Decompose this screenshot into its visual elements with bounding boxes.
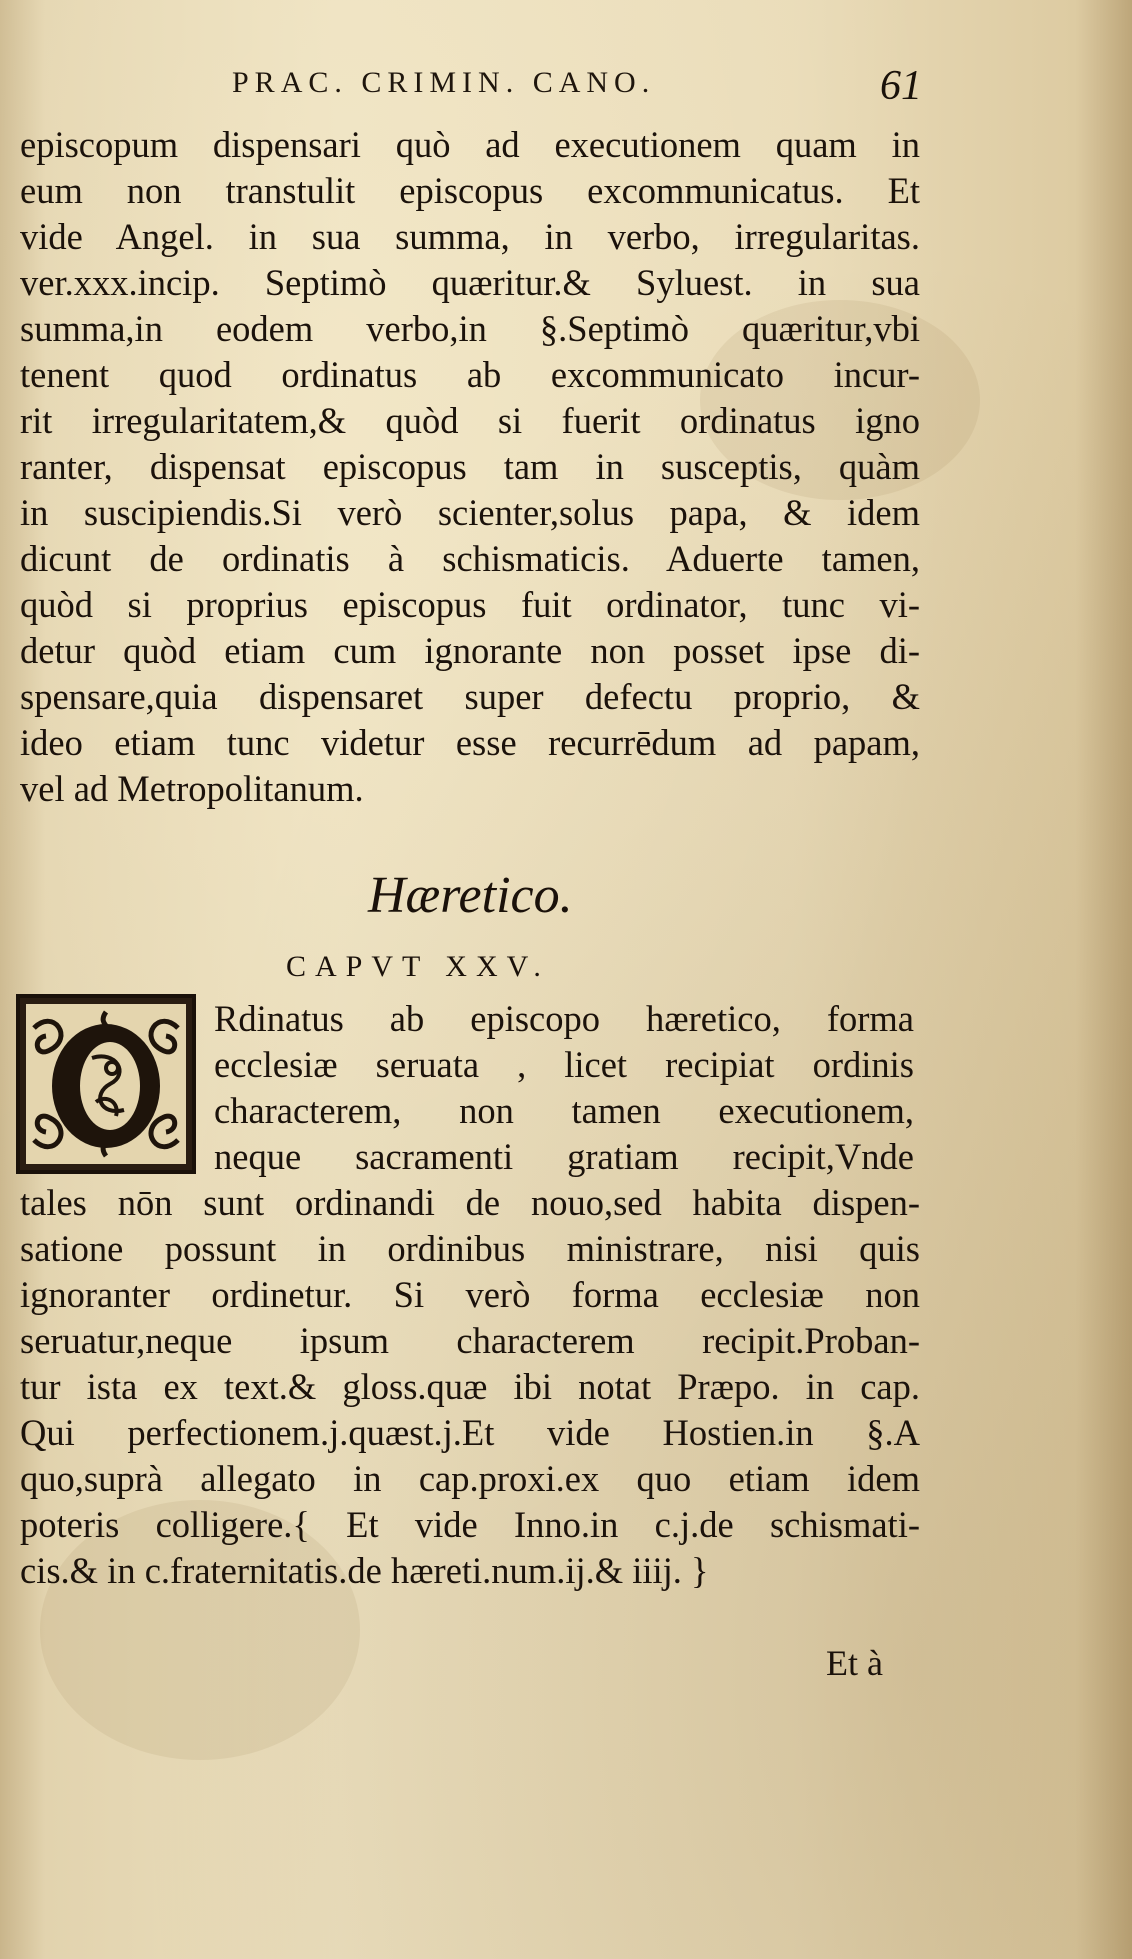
text-line: tales nōn sunt ordinandi de nouo,sed habita dispen- [20,1182,920,1223]
text-line: ignoranter ordinetur. Si verò forma ecclesiæ non [20,1274,920,1315]
text-line: vide Angel. in sua summa, in verbo, irregularitas. [20,216,920,257]
text-line: neque sacramenti gratiam recipit,Vnde [214,1136,914,1177]
initial-letter-glyph [52,1024,160,1148]
text-line: quo,suprà allegato in cap.proxi.ex quo etiam idem [20,1458,920,1499]
text-line: satione possunt in ordinibus ministrare, nisi quis [20,1228,920,1269]
text-line: detur quòd etiam cum ignorante non posset ipse di- [20,630,920,671]
page-header [0,62,1132,112]
running-head: PRAC. CRIMIN. CANO. [232,66,656,99]
paragraph-2-indented [214,996,914,1180]
text-line: vel ad Metropolitanum. [20,768,364,809]
text-line: ecclesiæ seruata , licet recipiat ordinis [214,1044,914,1085]
text-line: ideo etiam tunc videtur esse recurrēdum ad papam, [20,722,920,763]
text-line: ranter, dispensat episcopus tam in susceptis, quàm [20,446,920,487]
paragraph-2-full [20,1180,920,1594]
catchword: Et à [826,1643,883,1683]
text-line: dicunt de ordinatis à schismaticis. Aduerte tamen, [20,538,920,579]
section-title: Hæretico. [368,867,573,924]
text-line: in suscipiendis.Si verò scienter,solus papa, & idem [20,492,920,533]
paragraph-1 [20,122,920,812]
text-line: tur ista ex text.& gloss.quæ ibi notat Præpo. in cap. [20,1366,920,1407]
decorated-initial [16,994,196,1174]
text-line: Qui perfectionem.j.quæst.j.Et vide Hostien.in §.A [20,1412,920,1453]
text-line: cis.& in c.fraternitatis.de hæreti.num.ij.& iiij. } [20,1550,709,1591]
text-line: spensare,quia dispensaret super defectu proprio, & [20,676,920,717]
text-line: seruatur,neque ipsum characterem recipit.Proban- [20,1320,920,1361]
chapter-heading: CAPVT XXV. [286,950,550,983]
text-line: Rdinatus ab episcopo hæretico, forma [214,998,914,1039]
text-line: rit irregularitatem,& quòd si fuerit ordinatus igno [20,400,920,441]
text-line: characterem, non tamen executionem, [214,1090,914,1131]
text-line: eum non transtulit episcopus excommunicatus. Et [20,170,920,211]
text-line: tenent quod ordinatus ab excommunicato incur- [20,354,920,395]
text-line: episcopum dispensari quò ad executionem quam in [20,124,920,165]
text-line: summa,in eodem verbo,in §.Septimò quæritur,vbi [20,308,920,349]
text-line: ver.xxx.incip. Septimò quæritur.& Syluest. in sua [20,262,920,303]
ornament-initial-icon [20,998,192,1170]
folio-number: 61 [880,63,922,109]
text-line: poteris colligere.{ Et vide Inno.in c.j.de schismati- [20,1504,920,1545]
text-line: quòd si proprius episcopus fuit ordinator, tunc vi- [20,584,920,625]
